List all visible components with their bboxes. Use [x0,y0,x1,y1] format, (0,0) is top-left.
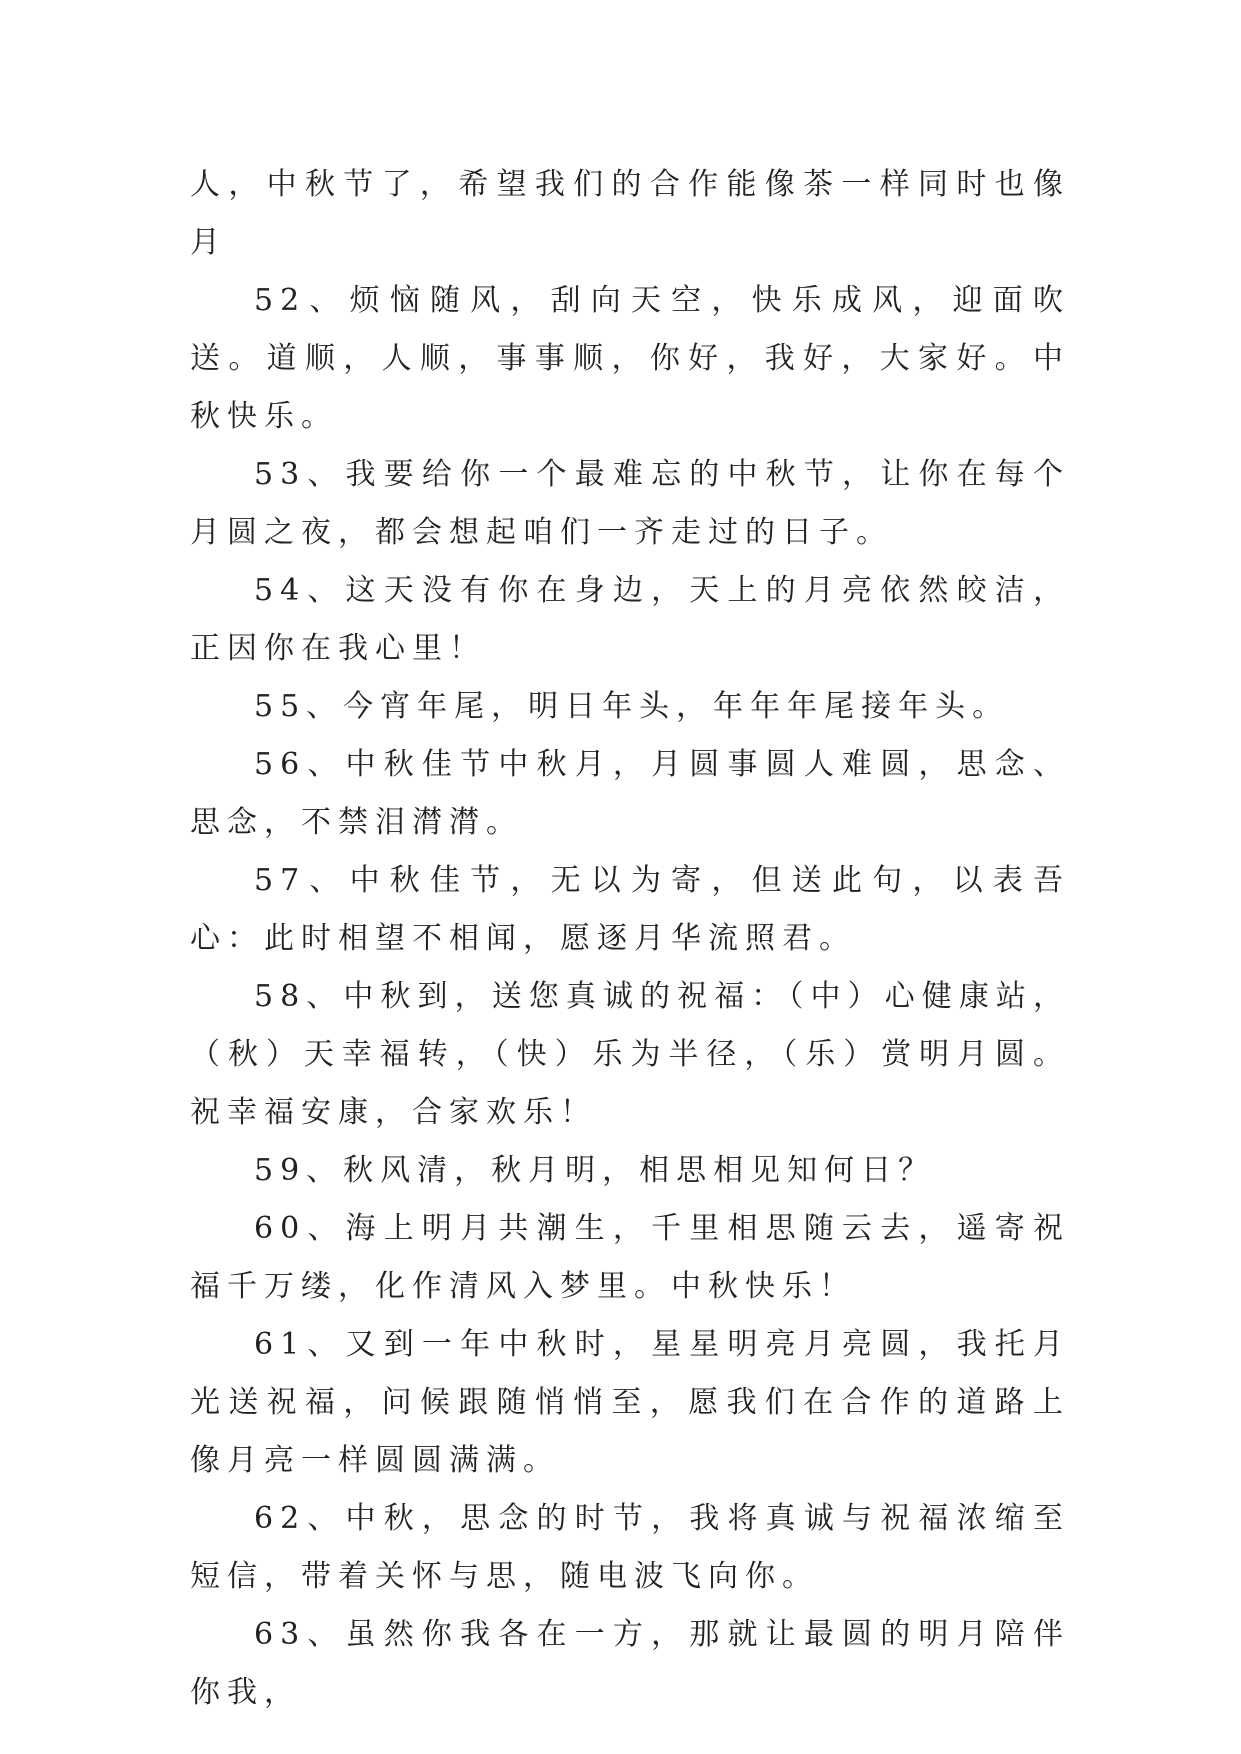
document-body [190,156,1070,1722]
paragraph-59: 59、秋风清，秋月明，相思相见知何日？ [254,1153,936,1188]
paragraph-52: 52、烦恼随风，刮向天空，快乐成风，迎面吹送。道顺，人顺，事事顺，你好，我好，大家好。中秋快乐。 [190,283,1070,434]
paragraph-continued: 人，中秋节了，希望我们的合作能像茶一样同时也像月 [190,167,1070,260]
paragraph-55: 55、今宵年尾，明日年头，年年年尾接年头。 [254,689,1010,724]
paragraph-53: 53、我要给你一个最难忘的中秋节，让你在每个月圆之夜，都会想起咱们一齐走过的日子。 [190,457,1070,550]
paragraph-63: 63、虽然你我各在一方，那就让最圆的明月陪伴你我， [190,1617,1070,1710]
paragraph-58: 58、中秋到，送您真诚的祝福：（中）心健康站，（秋）天幸福转，（快）乐为半径，（乐）赏明月圆。祝幸福安康，合家欢乐！ [190,979,1070,1130]
paragraph-60: 60、海上明月共潮生，千里相思随云去，遥寄祝福千万缕，化作清风入梦里。中秋快乐！ [190,1211,1070,1304]
paragraph-62: 62、中秋，思念的时节，我将真诚与祝福浓缩至短信，带着关怀与思，随电波飞向你。 [190,1501,1070,1594]
paragraph-54: 54、这天没有你在身边，天上的月亮依然皎洁，正因你在我心里！ [190,573,1070,666]
paragraph-61: 61、又到一年中秋时，星星明亮月亮圆，我托月光送祝福，问候跟随悄悄至，愿我们在合作的道路上像月亮一样圆圆满满。 [190,1327,1070,1478]
paragraph-56: 56、中秋佳节中秋月，月圆事圆人难圆，思念、思念，不禁泪潸潸。 [190,747,1070,840]
paragraph-57: 57、中秋佳节，无以为寄，但送此句，以表吾心：此时相望不相闻，愿逐月华流照君。 [190,863,1070,956]
